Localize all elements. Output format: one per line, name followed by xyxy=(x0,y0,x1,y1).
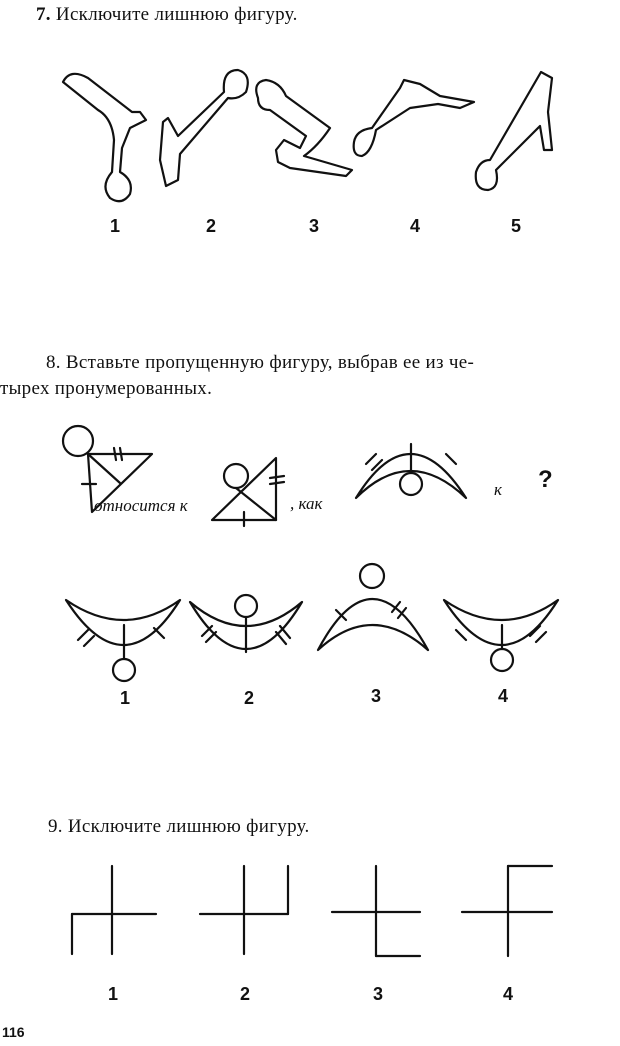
task7-shape-1 xyxy=(63,74,146,201)
task9-figure-3 xyxy=(332,866,420,956)
task9-figure-4 xyxy=(462,866,552,956)
page-number: 116 xyxy=(2,1024,25,1040)
task8-figure-c xyxy=(356,444,466,498)
task8-option-3 xyxy=(318,564,428,650)
task7-label-5: 5 xyxy=(510,216,521,236)
task8-figure-b xyxy=(212,458,284,526)
task8-label-3: 3 xyxy=(370,686,381,706)
task7-shape-4 xyxy=(354,80,474,156)
task7-label-4: 4 xyxy=(409,216,420,236)
task8-line1: 8. Вставьте пропущенную фигуру, выбрав ее из че- xyxy=(46,352,475,373)
task7-label-3: 3 xyxy=(308,216,319,236)
task7-shape-2 xyxy=(160,70,248,186)
task7-shape-3 xyxy=(256,80,352,176)
task9-figure-1 xyxy=(72,866,156,954)
task7-label-1: 1 xyxy=(109,216,120,236)
task9-label-1: 1 xyxy=(107,984,118,1004)
task8-line2: тырех пронумерованных. xyxy=(0,378,213,399)
task8-question-mark: ? xyxy=(538,466,553,493)
task9-label-3: 3 xyxy=(372,984,383,1004)
task8-label-1: 1 xyxy=(119,688,130,708)
task8-as-word: , как xyxy=(290,494,323,513)
task9-figure-2 xyxy=(200,866,288,954)
task8-option-2 xyxy=(190,595,302,652)
task9-label-4: 4 xyxy=(502,984,513,1004)
task8-option-1 xyxy=(66,600,180,681)
task7-number: 7. xyxy=(36,4,51,25)
task8-label-2: 2 xyxy=(243,688,254,708)
task7-text: Исключите лишнюю фигуру. xyxy=(55,4,298,25)
task8-label-4: 4 xyxy=(497,686,508,706)
task8-option-4 xyxy=(444,600,558,671)
task7-label-2: 2 xyxy=(205,216,216,236)
task9-label-2: 2 xyxy=(239,984,250,1004)
task8-k-word: к xyxy=(494,480,502,499)
task9-heading: 9. Исключите лишнюю фигуру. xyxy=(48,816,310,837)
task7-shape-5 xyxy=(476,72,552,190)
task8-relation-word: относится к xyxy=(94,496,188,515)
